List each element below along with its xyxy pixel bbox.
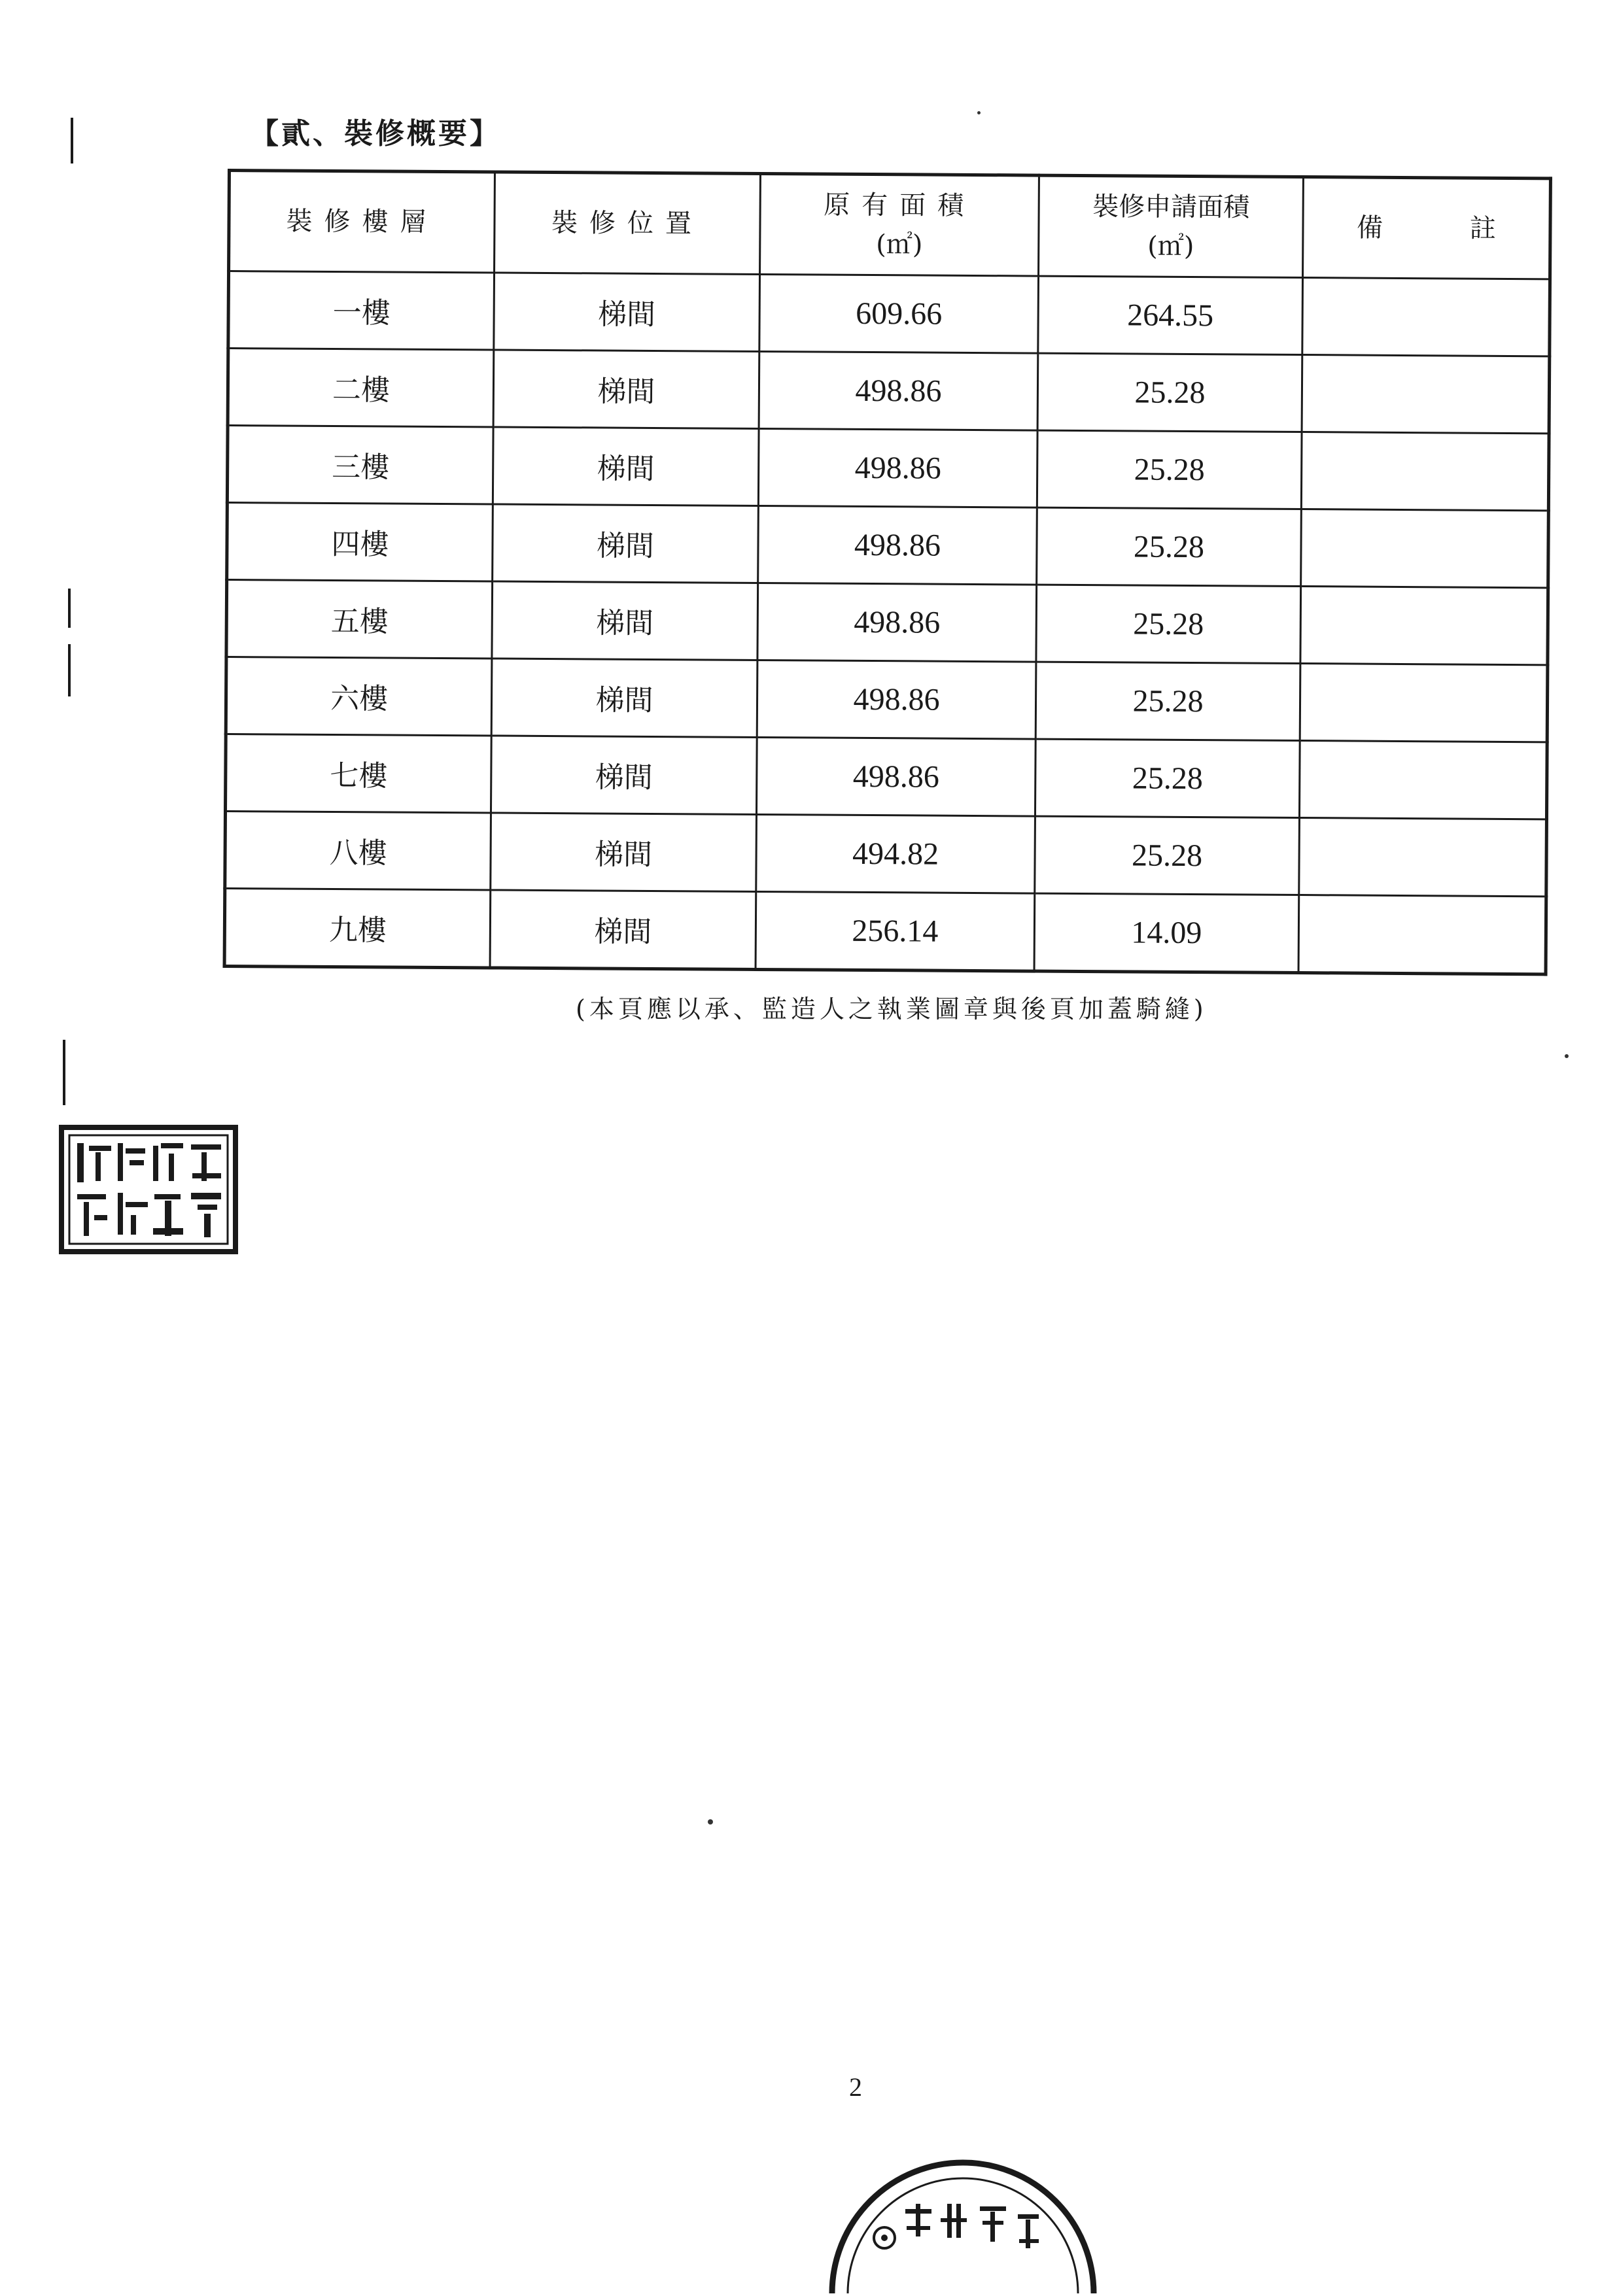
header-original-area [760,173,1039,276]
cell-floor: 五樓 [226,579,493,658]
cell-applied-area: 264.55 [1038,276,1303,354]
table-row [225,734,1547,819]
cell-original-area: 498.86 [758,428,1037,507]
cell-original-area: 498.86 [759,351,1038,430]
header-applied-area-label: 裝修申請面積 [1092,192,1250,223]
header-floor: 裝修樓層 [229,171,495,273]
cell-remarks [1299,817,1547,896]
cell-remarks [1302,355,1550,434]
cell-remarks [1299,740,1547,819]
cell-applied-area: 25.28 [1035,816,1300,895]
scan-margin-mark [68,644,71,696]
cell-remarks [1300,586,1548,664]
cell-floor: 三樓 [227,425,493,504]
seam-seal-stamp [58,1123,239,1256]
table-row [228,348,1550,433]
scan-margin-mark [68,589,71,628]
header-applied-area-unit: (㎡) [1147,231,1194,262]
cell-floor: 四樓 [227,502,493,581]
cell-location: 梯間 [493,350,759,428]
header-original-area-label: 原有面積 [824,190,976,221]
cell-location: 梯間 [491,813,757,891]
scan-speck [1565,1054,1569,1058]
cell-location: 梯間 [494,273,760,351]
cell-original-area: 498.86 [756,737,1035,816]
cell-applied-area: 25.28 [1035,662,1300,740]
renovation-summary-table-container [223,169,1549,976]
table-header-row [229,171,1551,279]
cell-original-area: 256.14 [756,891,1035,971]
cell-remarks [1302,278,1550,356]
cell-floor: 二樓 [228,348,494,426]
table-row [227,425,1549,510]
header-remarks-label: 備 註 [1356,213,1496,244]
table-row [228,271,1550,356]
cell-original-area: 609.66 [759,274,1039,353]
table-row [226,657,1548,742]
seam-seal-icon [58,1123,239,1256]
cell-floor: 九樓 [224,888,491,968]
header-remarks [1303,177,1551,279]
cell-location: 梯間 [493,427,759,505]
header-location: 裝修位置 [495,172,761,274]
cell-location: 梯間 [491,736,757,814]
cell-original-area: 498.86 [758,505,1037,585]
cell-location: 梯間 [490,890,756,970]
table-row [227,502,1549,587]
header-original-area-unit: (㎡) [876,230,923,260]
cell-location: 梯間 [491,659,757,737]
scan-margin-mark [63,1040,65,1105]
cell-applied-area: 25.28 [1037,430,1302,509]
cell-location: 梯間 [493,504,759,583]
cell-floor: 六樓 [226,657,492,735]
cell-floor: 一樓 [228,271,495,350]
table-row [225,811,1547,896]
table-row [224,888,1546,974]
cell-floor: 八樓 [225,811,491,889]
header-applied-area [1039,175,1304,277]
cell-applied-area: 25.28 [1037,507,1302,586]
government-seal-icon [826,2158,1100,2293]
section-heading: 【貳、裝修概要】 [250,117,501,150]
cell-floor: 七樓 [225,734,491,812]
cell-remarks [1298,895,1546,974]
cell-applied-area: 25.28 [1036,585,1301,663]
table-row [226,579,1548,664]
scan-margin-mark [71,118,73,163]
cell-applied-area: 14.09 [1034,893,1299,973]
page-number: 2 [849,2072,862,2102]
seal-instruction-note: (本頁應以承、監造人之執業圖章與後頁加蓋騎縫) [576,995,1208,1023]
renovation-summary-table [223,169,1552,976]
cell-location: 梯間 [492,581,758,660]
government-seal-stamp [826,2158,1100,2293]
cell-applied-area: 25.28 [1037,353,1302,432]
scan-speck [977,111,981,114]
cell-remarks [1300,663,1548,742]
cell-original-area: 498.86 [757,660,1036,739]
scan-speck [708,1819,713,1825]
cell-original-area: 494.82 [756,814,1035,893]
cell-remarks [1301,509,1549,587]
cell-applied-area: 25.28 [1035,739,1300,817]
cell-original-area: 498.86 [757,583,1037,662]
cell-remarks [1301,432,1549,511]
